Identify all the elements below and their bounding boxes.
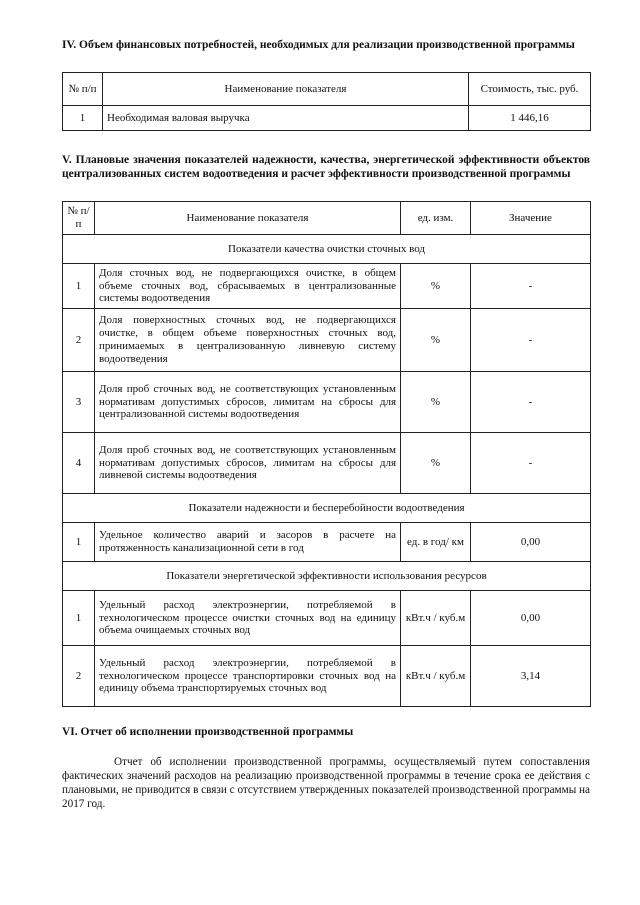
header-cost: Стоимость, тыс. руб. — [469, 73, 591, 106]
row-unit: % — [401, 309, 471, 372]
row-name: Доля поверхностных сточных вод, не подвергающихся очистке, в общем объеме поверхностных сточных вод, принимаемых в централизованную ливневую систему водоотведения — [95, 309, 401, 372]
header-name: Наименование показателя — [103, 73, 469, 106]
row-value: - — [471, 372, 591, 433]
section-5-title: V. Плановые значения показателей надежности, качества, энергетической эффективности объектов централизованных систем водоотведения и расчет эффективности производственной программы — [62, 154, 590, 180]
row-unit: ед. в год/ км — [401, 523, 471, 562]
header-name: Наименование показателя — [95, 202, 401, 235]
table-row — [63, 591, 591, 646]
table-row — [63, 523, 591, 562]
row-num: 1 — [63, 264, 95, 309]
table-header-row — [63, 73, 591, 106]
header-value: Значение — [471, 202, 591, 235]
row-unit: % — [401, 264, 471, 309]
section-6-title: VI. Отчет об исполнении производственной программы — [62, 726, 354, 738]
row-num: 2 — [63, 646, 95, 707]
table-row — [63, 646, 591, 707]
row-cost: 1 446,16 — [469, 106, 591, 131]
row-name: Удельный расход электроэнергии, потребляемой в технологическом процессе очистки сточных вод на единицу объема очищаемых сточных вод — [95, 591, 401, 646]
row-value: 0,00 — [471, 523, 591, 562]
row-name: Удельный расход электроэнергии, потребляемой в технологическом процессе транспортировки сточных вод на единицу объема транспортируемых сточных вод — [95, 646, 401, 707]
row-num: 4 — [63, 433, 95, 494]
row-value: - — [471, 433, 591, 494]
header-num: № п/п — [63, 73, 103, 106]
table-row — [63, 106, 591, 131]
group-title-reliability: Показатели надежности и бесперебойности водоотведения — [63, 494, 591, 523]
table-header-row — [63, 202, 591, 235]
header-num: № п/п — [63, 202, 95, 235]
row-num: 2 — [63, 309, 95, 372]
row-unit: % — [401, 433, 471, 494]
row-name: Доля сточных вод, не подвергающихся очистке, в общем объеме сточных вод, сбрасываемых в централизованные системы водоотведения — [95, 264, 401, 309]
row-name: Удельное количество аварий и засоров в расчете на протяженность канализационной сети в год — [95, 523, 401, 562]
financial-needs-table — [62, 72, 591, 131]
row-name: Необходимая валовая выручка — [103, 106, 469, 131]
group-title-quality: Показатели качества очистки сточных вод — [63, 235, 591, 264]
row-value: - — [471, 264, 591, 309]
indicators-table — [62, 201, 591, 707]
document-page — [62, 38, 590, 811]
group-header-row — [63, 494, 591, 523]
row-num: 1 — [63, 523, 95, 562]
table-row — [63, 264, 591, 309]
group-header-row — [63, 562, 591, 591]
group-title-energy: Показатели энергетической эффективности использования ресурсов — [63, 562, 591, 591]
row-name: Доля проб сточных вод, не соответствующих установленным нормативам допустимых сбросов, лимитам на сбросы для централизованной системы водоотведения — [95, 372, 401, 433]
row-unit: % — [401, 372, 471, 433]
row-num: 3 — [63, 372, 95, 433]
section-6-text: Отчет об исполнении производственной программы, осуществляемый путем сопоставления фактических значений расходов на реализацию производственной программы в течение срока ее действия с плановыми, не приводится в связи с отсутствием утвержденных показателей производственной программы на 2017 год. — [62, 756, 590, 810]
row-unit: кВт.ч / куб.м — [401, 591, 471, 646]
row-name: Доля проб сточных вод, не соответствующих установленным нормативам допустимых сбросов, лимитам на сбросы для ливневой системы водоотведения — [95, 433, 401, 494]
header-unit: ед. изм. — [401, 202, 471, 235]
row-unit: кВт.ч / куб.м — [401, 646, 471, 707]
table-row — [63, 309, 591, 372]
row-num: 1 — [63, 106, 103, 131]
table-row — [63, 433, 591, 494]
section-4-title: IV. Объем финансовых потребностей, необходимых для реализации производственной программы — [62, 39, 575, 51]
row-value: 0,00 — [471, 591, 591, 646]
group-header-row — [63, 235, 591, 264]
row-value: 3,14 — [471, 646, 591, 707]
table-row — [63, 372, 591, 433]
row-num: 1 — [63, 591, 95, 646]
row-value: - — [471, 309, 591, 372]
